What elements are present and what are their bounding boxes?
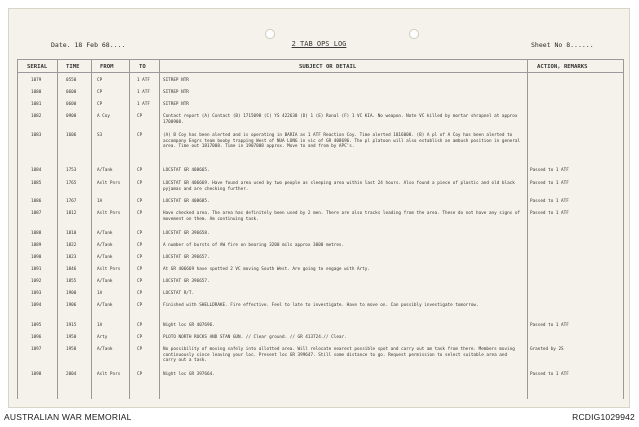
serial-cell: 1094 bbox=[31, 303, 42, 308]
time-cell: 1753 bbox=[66, 168, 77, 173]
serial-cell: 1091 bbox=[31, 267, 42, 272]
serial-cell: 1086 bbox=[31, 199, 42, 204]
serial-cell: 1093 bbox=[31, 291, 42, 296]
to-cell: CP bbox=[137, 168, 143, 173]
column-divider bbox=[91, 59, 92, 399]
from-cell: Aslt Pnrs bbox=[97, 181, 121, 186]
time-cell: 1915 bbox=[66, 323, 77, 328]
column-divider bbox=[527, 59, 528, 399]
time-cell: 1606 bbox=[66, 133, 77, 138]
time-cell: 1950 bbox=[66, 335, 77, 340]
to-cell: CP bbox=[137, 279, 143, 284]
column-divider bbox=[159, 59, 160, 399]
detail-cell: LOCSTAT GR 408685. bbox=[163, 199, 210, 204]
time-cell: 1822 bbox=[66, 243, 77, 248]
serial-cell: 1088 bbox=[31, 231, 42, 236]
to-cell: CP bbox=[137, 199, 143, 204]
column-divider bbox=[129, 59, 130, 399]
detail-cell: LOCSTAT R/T. bbox=[163, 291, 195, 296]
serial-cell: 1098 bbox=[31, 372, 42, 377]
to-cell: CP bbox=[137, 303, 143, 308]
punch-hole bbox=[265, 29, 275, 39]
column-divider bbox=[623, 59, 624, 399]
serial-cell: 1085 bbox=[31, 181, 42, 186]
serial-cell: 1087 bbox=[31, 211, 42, 216]
time-cell: 0550 bbox=[66, 78, 77, 83]
from-cell: A/Tank bbox=[97, 279, 113, 284]
log-sheet bbox=[8, 8, 630, 408]
action-cell: Passed to 1 ATF bbox=[530, 181, 569, 186]
serial-cell: 1090 bbox=[31, 255, 42, 260]
from-cell: A/Tank bbox=[97, 231, 113, 236]
detail-cell: SITREP NTR bbox=[163, 90, 189, 95]
time-cell: 1846 bbox=[66, 267, 77, 272]
to-cell: CP bbox=[137, 181, 143, 186]
detail-cell: Night loc GR 397664. bbox=[163, 372, 215, 377]
from-cell: A/Tank bbox=[97, 255, 113, 260]
detail-cell: LOCSTAT GR 396657. bbox=[163, 279, 210, 284]
to-cell: CP bbox=[137, 347, 143, 352]
action-cell: Passed to 1 ATF bbox=[530, 168, 569, 173]
detail-cell: SITREP NTR bbox=[163, 102, 189, 107]
col-subject: SUBJECT OR DETAIL bbox=[299, 64, 357, 70]
time-cell: 2004 bbox=[66, 372, 77, 377]
detail-cell: Have checked area. The area has definitely been used by 2 men. There are also tracks leading from the area. These do not have any signs of movement on them. Am continuing task. bbox=[163, 211, 520, 222]
from-cell: Aslt Pnrs bbox=[97, 372, 121, 377]
to-cell: 1 ATF bbox=[137, 102, 150, 107]
to-cell: 1 ATF bbox=[137, 90, 150, 95]
from-cell: A/Tank bbox=[97, 168, 113, 173]
serial-cell: 1082 bbox=[31, 114, 42, 119]
log-title: 2 TAB OPS LOG bbox=[291, 40, 347, 48]
detail-cell: SITREP NTR bbox=[163, 78, 189, 83]
serial-cell: 1097 bbox=[31, 347, 42, 352]
action-cell: Passed to 1 ATF bbox=[530, 372, 569, 377]
serial-cell: 1081 bbox=[31, 102, 42, 107]
serial-cell: 1079 bbox=[31, 78, 42, 83]
time-cell: 1855 bbox=[66, 279, 77, 284]
from-cell: A/Tank bbox=[97, 243, 113, 248]
time-cell: 1900 bbox=[66, 291, 77, 296]
to-cell: CP bbox=[137, 372, 143, 377]
time-cell: 1765 bbox=[66, 181, 77, 186]
detail-cell: LOCSTAT GR 396658. bbox=[163, 231, 210, 236]
to-cell: CP bbox=[137, 243, 143, 248]
detail-cell: PLOTO NORTH ROCKS AND STAN GUN. // Clear ground. // GR 413724.// Clear. bbox=[163, 335, 347, 340]
to-cell: CP bbox=[137, 323, 143, 328]
detail-cell: Night loc GR 407696. bbox=[163, 323, 215, 328]
action-cell: Granted by 2S bbox=[530, 347, 564, 352]
from-cell: CP bbox=[97, 78, 103, 83]
detail-cell: A number of bursts of AW fire on bearing 3200 mils approx 3000 metres. bbox=[163, 243, 345, 248]
to-cell: CP bbox=[137, 211, 143, 216]
to-cell: CP bbox=[137, 133, 143, 138]
time-cell: 0600 bbox=[66, 90, 77, 95]
footer-record-id: RCDIG1029942 bbox=[572, 412, 635, 422]
detail-cell: Finished with SHELLDRAKE. Fire effective. Feel to late to investigate. Have to move on. Can possibly investigate tomorrow. bbox=[163, 303, 479, 308]
serial-cell: 1096 bbox=[31, 335, 42, 340]
time-cell: 1812 bbox=[66, 211, 77, 216]
to-cell: CP bbox=[137, 291, 143, 296]
from-cell: CP bbox=[97, 102, 103, 107]
to-cell: 1 ATF bbox=[137, 78, 150, 83]
time-cell: 1906 bbox=[66, 303, 77, 308]
from-cell: 1A bbox=[97, 291, 103, 296]
from-cell: Aslt Pnrs bbox=[97, 211, 121, 216]
from-cell: A/Tank bbox=[97, 303, 113, 308]
footer-archive-name: AUSTRALIAN WAR MEMORIAL bbox=[4, 412, 132, 422]
serial-cell: 1089 bbox=[31, 243, 42, 248]
from-cell: Aslt Pnrs bbox=[97, 267, 121, 272]
to-cell: CP bbox=[137, 231, 143, 236]
action-cell: Passed to 1 ATF bbox=[530, 323, 569, 328]
from-cell: 1A bbox=[97, 199, 103, 204]
header-bottom-border bbox=[17, 72, 623, 73]
detail-cell: Contact report (A) Contact (B) 1715098 (C) YS 422638 (D) 1 (E) Ronal (F) 1 VC KIA. No weapon. Note VC killed by mortar shrapnel at approx 1700908. bbox=[163, 114, 518, 125]
col-from: FROM bbox=[100, 64, 114, 70]
to-cell: CP bbox=[137, 255, 143, 260]
time-cell: 1823 bbox=[66, 255, 77, 260]
serial-cell: 1095 bbox=[31, 323, 42, 328]
time-cell: 0900 bbox=[66, 114, 77, 119]
serial-cell: 1092 bbox=[31, 279, 42, 284]
sheet-label: Sheet No bbox=[531, 41, 563, 49]
action-cell: Passed to 1 ATF bbox=[530, 211, 569, 216]
time-cell: 1810 bbox=[66, 231, 77, 236]
time-cell: 0600 bbox=[66, 102, 77, 107]
detail-cell: LOCSTAT GR 396657. bbox=[163, 255, 210, 260]
col-action: ACTION, REMARKS bbox=[537, 64, 588, 70]
from-cell: CP bbox=[97, 90, 103, 95]
detail-cell: No possibility of moving safely into allotted area. Will relocate nearest possible spot and carry out am task from there. Members moving continuously since leaving your loc. Present loc GR 399647. Still some distance to go. Request permission to select suitable area and carry out a task. bbox=[163, 347, 515, 364]
to-cell: CP bbox=[137, 335, 143, 340]
to-cell: CP bbox=[137, 267, 143, 272]
time-cell: 1958 bbox=[66, 347, 77, 352]
from-cell: S3 bbox=[97, 133, 103, 138]
serial-cell: 1083 bbox=[31, 133, 42, 138]
column-divider bbox=[57, 59, 58, 399]
from-cell: A/Tank bbox=[97, 347, 113, 352]
sheet-value: 8...... bbox=[566, 41, 594, 49]
time-cell: 1767 bbox=[66, 199, 77, 204]
punch-hole bbox=[409, 29, 419, 39]
detail-cell: (A) B Coy has been alerted and is operating in BARIA as 1 ATF Reaction Coy. Time alerted 1816008. (B) A pl of A Coy has been alerted to accompany Engrs team booby trapping West of NUA LONG in vic of GR 408696. The pl platoon will also establish an ambush position in general area. Time out 1817008. Time in 1907008 approx. Move to and from by APC's. bbox=[163, 133, 520, 150]
detail-cell: LOCSTAT GR 406669. Have found area used by two people as sleeping area within last 24 hours. Also found a piece of plastic and old black pyjamas and are checking further. bbox=[163, 181, 515, 192]
table-top-border bbox=[17, 59, 623, 60]
from-cell: 1A bbox=[97, 323, 103, 328]
detail-cell: LOCSTAT GR 408665. bbox=[163, 168, 210, 173]
from-cell: Arty bbox=[97, 335, 108, 340]
detail-cell: At GR 406669 have spotted 2 VC moving South West. Are going to engage with Arty. bbox=[163, 267, 370, 272]
col-serial: SERIAL bbox=[27, 64, 48, 70]
serial-cell: 1084 bbox=[31, 168, 42, 173]
sheet-number-field bbox=[531, 41, 594, 49]
col-time: TIME bbox=[66, 64, 80, 70]
col-to: TO bbox=[139, 64, 146, 70]
date-value: 18 Feb 68.... bbox=[74, 41, 126, 49]
date-label: Date. bbox=[51, 41, 71, 49]
from-cell: A Coy bbox=[97, 114, 110, 119]
action-cell: Passed to 1 ATF bbox=[530, 199, 569, 204]
column-divider bbox=[17, 59, 18, 399]
to-cell: CP bbox=[137, 114, 143, 119]
serial-cell: 1080 bbox=[31, 90, 42, 95]
